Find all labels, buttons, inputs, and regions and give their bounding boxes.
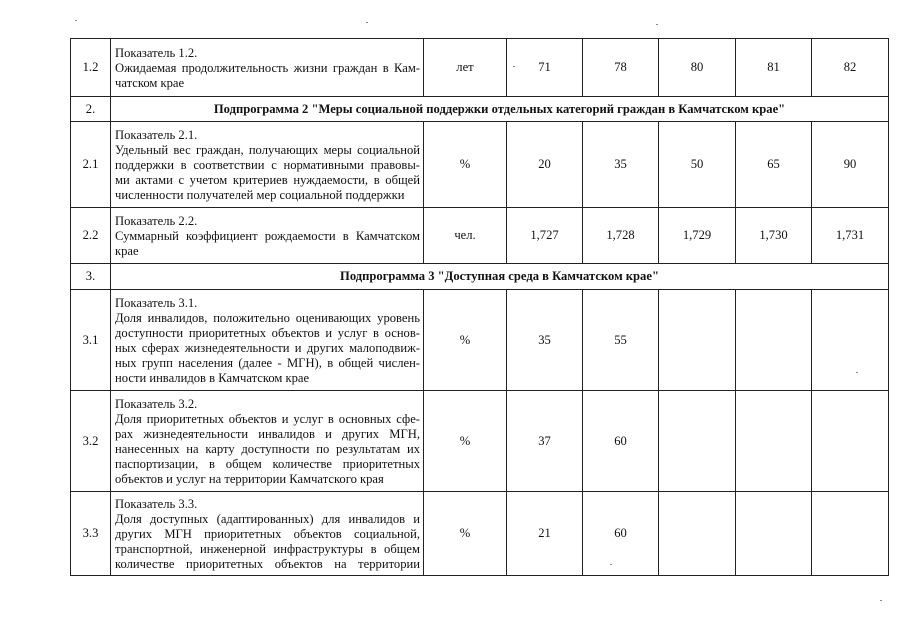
value-cell: 1,729 (659, 208, 736, 264)
indicators-table (70, 38, 889, 576)
indicator-description (111, 290, 424, 391)
indicator-text-line: ми актами с учетом критериев нуждаемости, в общей (115, 172, 420, 187)
indicator-text-line: паспортизации, в общем количестве приоритетных (115, 456, 420, 471)
indicator-description (111, 122, 424, 208)
unit-cell: чел. (424, 208, 507, 264)
indicator-heading: Показатель 3.3. (115, 496, 198, 511)
indicator-description (111, 39, 424, 97)
indicator-text-line: рах жизнедеятельности инвалидов и других МГН, (115, 426, 420, 441)
row-number: 1.2 (71, 39, 111, 97)
indicator-heading: Показатель 2.1. (115, 127, 198, 142)
indicator-heading: Показатель 3.1. (115, 295, 198, 310)
indicator-text-line: количестве приоритетных объектов на территории (115, 556, 420, 571)
row-number: 2.1 (71, 122, 111, 208)
indicator-text-line: нанесенных на карту доступности по результатам их (115, 441, 420, 456)
indicator-text-line: ности инвалидов в Камчатском крае (115, 370, 310, 385)
value-cell: 20 (507, 122, 583, 208)
indicator-text-line: Ожидаемая продолжительность жизни граждан в Кам- (115, 60, 420, 75)
value-cell: 35 (507, 290, 583, 391)
scan-speck (610, 564, 612, 565)
indicator-heading: Показатель 3.2. (115, 396, 198, 411)
table-row (71, 492, 889, 576)
section-row (71, 264, 889, 290)
value-cell (812, 492, 889, 576)
indicator-description (111, 492, 424, 576)
row-number: 2.2 (71, 208, 111, 264)
section-title: Подпрограмма 2 "Меры социальной поддержки отдельных категорий граждан в Камчатском крае" (111, 97, 889, 122)
value-cell: 60 (583, 492, 659, 576)
scan-speck (856, 372, 858, 373)
indicator-text-line: Доля приоритетных объектов и услуг в основных сфе- (115, 411, 420, 426)
value-cell: 37 (507, 391, 583, 492)
scan-speck (513, 66, 515, 67)
indicator-text-line: поддержки в соответствии с нормативными правовы- (115, 157, 420, 172)
indicator-heading: Показатель 2.2. (115, 213, 198, 228)
value-cell: 50 (659, 122, 736, 208)
value-cell (736, 391, 812, 492)
unit-cell: % (424, 492, 507, 576)
value-cell: 82 (812, 39, 889, 97)
value-cell (659, 391, 736, 492)
value-cell: 21 (507, 492, 583, 576)
value-cell (812, 391, 889, 492)
indicator-text-line: численности получателей мер социальной поддержки (115, 187, 405, 202)
value-cell: 81 (736, 39, 812, 97)
row-number: 3.2 (71, 391, 111, 492)
indicator-text-line: Удельный вес граждан, получающих меры социальной (115, 142, 420, 157)
indicator-text-line: объектов и услуг на территории Камчатского края (115, 471, 384, 486)
section-title: Подпрограмма 3 "Доступная среда в Камчатском крае" (111, 264, 889, 290)
value-cell (736, 290, 812, 391)
indicator-description (111, 391, 424, 492)
value-cell: 35 (583, 122, 659, 208)
value-cell (659, 290, 736, 391)
unit-cell: % (424, 391, 507, 492)
indicator-text-line: Доля доступных (адаптированных) для инвалидов и (115, 511, 420, 526)
indicator-text-line: ных групп населения (далее - МГН), в общей числен- (115, 355, 420, 370)
indicator-text-line: ных сферах жизнедеятельности и других малоподвиж- (115, 340, 420, 355)
value-cell: 80 (659, 39, 736, 97)
value-cell: 78 (583, 39, 659, 97)
value-cell (812, 290, 889, 391)
table-row (71, 39, 889, 97)
indicator-text-line: крае (115, 243, 139, 258)
value-cell: 1,728 (583, 208, 659, 264)
value-cell (736, 492, 812, 576)
indicator-text-line: Суммарный коэффициент рождаемости в Камчатском (115, 228, 420, 243)
indicator-heading: Показатель 1.2. (115, 45, 198, 60)
scan-speck (656, 24, 658, 25)
section-number: 2. (71, 97, 111, 122)
indicator-text-line: Доля инвалидов, положительно оценивающих уровень (115, 310, 420, 325)
value-cell: 90 (812, 122, 889, 208)
unit-cell: % (424, 122, 507, 208)
value-cell: 55 (583, 290, 659, 391)
scan-speck (366, 22, 368, 23)
unit-cell: лет (424, 39, 507, 97)
row-number: 3.3 (71, 492, 111, 576)
indicator-description (111, 208, 424, 264)
value-cell: 60 (583, 391, 659, 492)
indicator-text-line: чатском крае (115, 75, 185, 90)
value-cell: 65 (736, 122, 812, 208)
table-row (71, 208, 889, 264)
table-row (71, 391, 889, 492)
section-row (71, 97, 889, 122)
value-cell (659, 492, 736, 576)
value-cell: 1,727 (507, 208, 583, 264)
indicator-text-line: доступности приоритетных объектов и услуг в основ- (115, 325, 420, 340)
indicator-text-line: других МГН приоритетных объектов социальной, (115, 526, 420, 541)
row-number: 3.1 (71, 290, 111, 391)
table-row (71, 122, 889, 208)
section-number: 3. (71, 264, 111, 290)
table-row (71, 290, 889, 391)
scan-speck (880, 600, 882, 601)
unit-cell: % (424, 290, 507, 391)
value-cell: 71 (507, 39, 583, 97)
scan-speck (75, 20, 77, 21)
value-cell: 1,731 (812, 208, 889, 264)
value-cell: 1,730 (736, 208, 812, 264)
indicator-text-line: транспортной, инженерной инфраструктуры в общем (115, 541, 420, 556)
